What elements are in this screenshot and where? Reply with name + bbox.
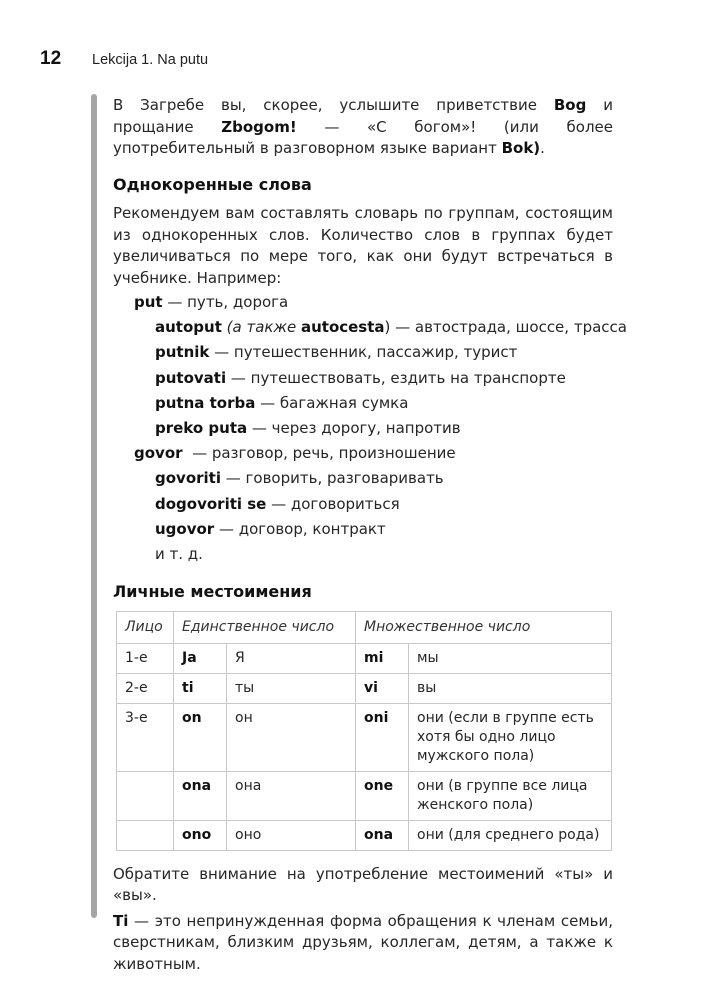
- sidebar-accent-bar: [91, 94, 97, 918]
- vocab-def: ) — автострада, шоссе, трасса: [384, 318, 627, 337]
- term-bog: Bog: [553, 96, 587, 114]
- vocab-def: — путешественник, пассажир, турист: [209, 343, 518, 362]
- vocab-term: preko puta: [155, 419, 248, 438]
- page-header: [40, 48, 208, 70]
- cell-person: 1-е: [117, 643, 174, 673]
- vocab-term: govoriti: [155, 469, 221, 488]
- cell-singular-hr: on: [174, 703, 227, 771]
- vocab-def: — разговор, речь, произношение: [182, 444, 456, 463]
- col-header-singular: Единственное число: [174, 611, 356, 643]
- cell-plural-hr: oni: [356, 703, 409, 771]
- cell-plural-ru: они (если в группе есть хотя бы одно лицо мужского пола): [409, 703, 612, 771]
- vocab-list: [113, 290, 627, 567]
- cell-plural-ru: мы: [409, 643, 612, 673]
- vocab-term: govor: [134, 444, 183, 463]
- vocab-item: [113, 466, 613, 491]
- cell-plural-hr: vi: [356, 673, 409, 703]
- intro-paragraph: [113, 95, 613, 160]
- vocab-note: (а также: [221, 318, 301, 337]
- section-heading-cognates: Однокоренные слова: [113, 174, 312, 194]
- running-title: Lekcija 1. Na putu: [92, 52, 209, 68]
- intro-text: и прощание: [113, 96, 613, 136]
- cell-singular-hr: ti: [174, 673, 227, 703]
- vocab-def: — договор, контракт: [214, 519, 386, 538]
- table-row: [117, 771, 612, 820]
- col-header-person: Лицо: [117, 611, 174, 643]
- intro-text: — «С богом»! (или более употребительный в разговорном языке вариант: [113, 117, 613, 157]
- cell-plural-ru: вы: [409, 673, 612, 703]
- cell-plural-ru: они (для среднего рода): [409, 820, 612, 850]
- vocab-term: putnik: [155, 343, 210, 362]
- cell-singular-ru: ты: [227, 673, 356, 703]
- ti-explanation-text: — это непринужденная форма обращения к членам семьи, сверстникам, близким друзьям, коллегам, детям, а также к животным.: [113, 911, 613, 973]
- term-zbogom: Zbogom!: [221, 117, 297, 136]
- cell-singular-ru: она: [227, 771, 356, 820]
- table-row: [117, 673, 612, 703]
- cell-person: [117, 820, 174, 850]
- cell-person: 3-е: [117, 703, 174, 771]
- vocab-item: [113, 391, 613, 416]
- cell-singular-ru: он: [227, 703, 356, 771]
- cell-plural-ru: они (в группе все лица женского пола): [409, 771, 612, 820]
- cell-plural-hr: mi: [356, 643, 409, 673]
- cell-singular-ru: Я: [227, 643, 356, 673]
- vocab-def: — путешествовать, ездить на транспорте: [226, 368, 566, 387]
- vocab-etc: и т. д.: [155, 545, 203, 564]
- vocab-term: autoput: [155, 318, 222, 337]
- col-header-plural: Множественное число: [356, 611, 612, 643]
- note-paragraph: Обратите внимание на употребление местоимений «ты» и «вы».: [113, 864, 613, 905]
- pronoun-table: [116, 611, 612, 851]
- cell-singular-ru: оно: [227, 820, 356, 850]
- cell-singular-hr: Ja: [174, 643, 227, 673]
- vocab-term: dogovoriti se: [155, 494, 267, 513]
- table-header-row: [117, 611, 612, 643]
- vocab-term: ugovor: [155, 519, 215, 538]
- vocab-item: [113, 517, 613, 542]
- vocab-def: — договориться: [266, 494, 400, 513]
- vocab-term: putna torba: [155, 393, 256, 412]
- cognates-paragraph: Рекомендуем вам составлять словарь по группам, состоящим из однокоренных слов. Количество слов в группах будет увеличиваться по мере того, как они будут встречаться в учебнике. Например:: [113, 204, 613, 287]
- cell-plural-hr: one: [356, 771, 409, 820]
- term-bok: Bok): [501, 139, 541, 157]
- vocab-item: [113, 340, 613, 365]
- intro-text: В Загребе вы, скорее, услышите приветствие: [113, 96, 554, 114]
- cell-person: [117, 771, 174, 820]
- table-row: [117, 820, 612, 850]
- cell-singular-hr: ona: [174, 771, 227, 820]
- table-row: [117, 703, 612, 771]
- vocab-item: [113, 416, 613, 441]
- vocab-item: [113, 492, 613, 517]
- vocab-term: putovati: [155, 368, 227, 387]
- vocab-term: put: [134, 293, 163, 311]
- vocab-item: [113, 441, 613, 466]
- vocab-def: — багажная сумка: [255, 393, 409, 412]
- cell-person: 2-е: [117, 673, 174, 703]
- vocab-def: — через дорогу, напротив: [247, 419, 461, 438]
- cell-singular-hr: ono: [174, 820, 227, 850]
- content-column: [113, 95, 627, 975]
- cell-plural-hr: ona: [356, 820, 409, 850]
- vocab-item: [113, 366, 613, 391]
- vocab-item: [113, 315, 627, 340]
- intro-text: .: [540, 139, 545, 157]
- table-row: [117, 643, 612, 673]
- page-number: 12: [40, 48, 62, 69]
- vocab-def: — говорить, разговаривать: [220, 469, 444, 488]
- ti-explanation-paragraph: [113, 911, 613, 976]
- vocab-item: [113, 290, 613, 315]
- vocab-def: — путь, дорога: [162, 293, 289, 311]
- vocab-term: autocesta: [300, 318, 385, 337]
- section-heading-pronouns: Личные местоимения: [113, 582, 312, 602]
- term-ti: Ti: [113, 911, 129, 930]
